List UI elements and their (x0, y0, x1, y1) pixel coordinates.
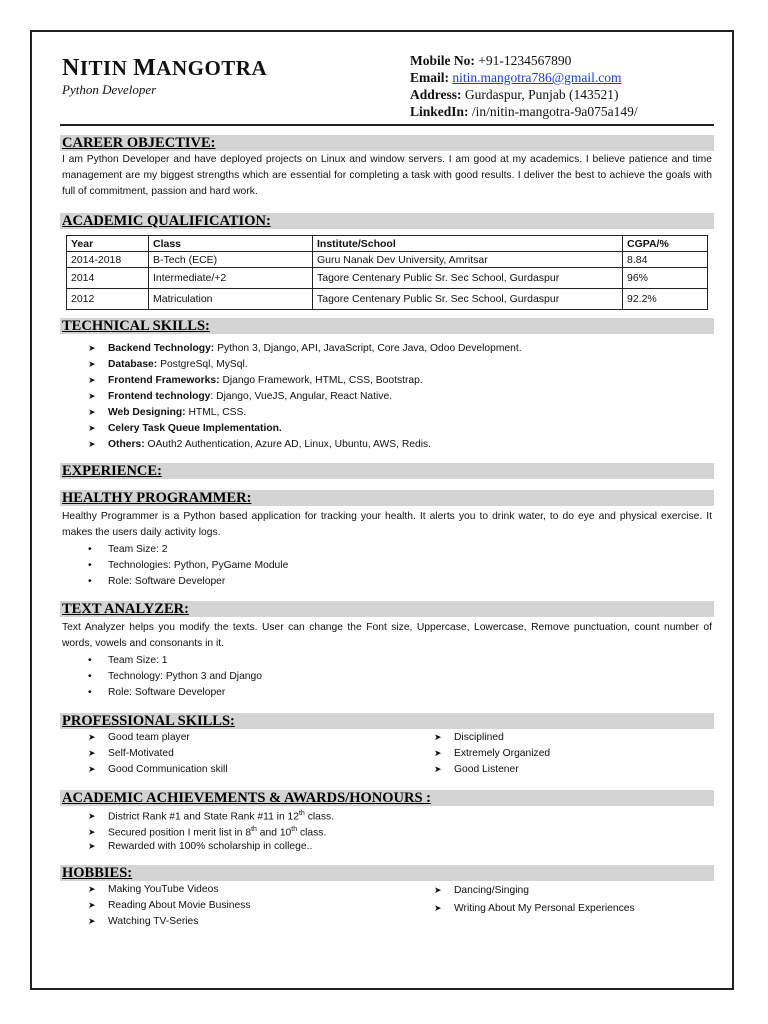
table-cell: 8.84 (623, 252, 708, 268)
table-cell: B-Tech (ECE) (149, 252, 313, 268)
candidate-name: NITIN MANGOTRA (62, 55, 268, 81)
academic-table (66, 235, 708, 310)
section-career-objective: CAREER OBJECTIVE: (60, 135, 714, 151)
arrowhead-bullet-icon: ➤ (434, 748, 442, 758)
list-item: ➤ Backend Technology: Python 3, Django, API, JavaScript, Core Java, Odoo Development. (88, 340, 522, 356)
section-academic-qualification: ACADEMIC QUALIFICATION: (60, 213, 714, 229)
contact-block (410, 52, 638, 120)
list-item: ➤ Disciplined (434, 729, 550, 745)
list-item: ➤ Frontend technology: Django, VueJS, Angular, React Native. (88, 388, 522, 404)
list-item: • Role: Software Developer (88, 574, 288, 590)
arrowhead-bullet-icon: ➤ (88, 764, 96, 774)
arrowhead-bullet-icon: ➤ (88, 884, 96, 894)
table-cell: 2014-2018 (67, 252, 149, 268)
list-item: • Technologies: Python, PyGame Module (88, 558, 288, 574)
hobbies-left (88, 881, 251, 929)
list-item: • Team Size: 2 (88, 542, 288, 558)
list-item: ➤ Good team player (88, 729, 228, 745)
arrowhead-bullet-icon: ➤ (434, 903, 442, 913)
arrowhead-bullet-icon: ➤ (88, 391, 96, 401)
project-details-list (88, 653, 262, 701)
list-item: ➤ Watching TV-Series (88, 913, 251, 929)
arrowhead-bullet-icon: ➤ (88, 748, 96, 758)
list-item: ➤ Database: PostgreSql, MySql. (88, 356, 522, 372)
list-item: ➤ Good Communication skill (88, 761, 228, 777)
arrowhead-bullet-icon: ➤ (434, 764, 442, 774)
table-header-cell: CGPA/% (623, 236, 708, 252)
list-item: ➤ Dancing/Singing (434, 882, 635, 900)
list-item: ➤ Writing About My Personal Experiences (434, 900, 635, 916)
table-cell: 2014 (67, 268, 149, 289)
table-cell: 92.2% (623, 289, 708, 310)
arrowhead-bullet-icon: ➤ (88, 827, 96, 838)
list-item: ➤ Self-Motivated (88, 745, 228, 761)
candidate-role: Python Developer (62, 82, 157, 97)
professional-skills-left (88, 729, 228, 777)
arrowhead-bullet-icon: ➤ (88, 407, 96, 417)
table-cell: Tagore Centenary Public Sr. Sec School, Gurdaspur (313, 289, 623, 310)
arrowhead-bullet-icon: ➤ (88, 343, 96, 353)
section-professional-skills: PROFESSIONAL SKILLS: (60, 713, 714, 729)
arrowhead-bullet-icon: ➤ (88, 841, 96, 851)
linkedin-line: LinkedIn: /in/nitin-mangotra-9a075a149/ (410, 104, 638, 119)
list-item: • Role: Software Developer (88, 685, 262, 701)
table-header-cell: Institute/School (313, 236, 623, 252)
career-objective-text: I am Python Developer and have deployed projects on Linux and window servers. I am good at my academics. I believe patience and time management are my biggest strengths which are essential for completing a task with good results. I deliver the best to achieve the goals with full of commitment, passion and hard work. (62, 154, 712, 197)
list-item: ➤ District Rank #1 and State Rank #11 in 12th class. (88, 810, 335, 823)
table-header-row (67, 236, 708, 252)
email-line: Email: nitin.mangotra786@gmail.com (410, 70, 622, 85)
arrowhead-bullet-icon: ➤ (434, 732, 442, 742)
list-item: ➤ Extremely Organized (434, 745, 550, 761)
list-item: ➤ Others: OAuth2 Authentication, Azure AD, Linux, Ubuntu, AWS, Redis. (88, 436, 522, 452)
email-link[interactable]: nitin.mangotra786@gmail.com (452, 70, 622, 85)
list-item: ➤ Celery Task Queue Implementation. (88, 420, 522, 436)
arrowhead-bullet-icon: ➤ (434, 885, 442, 895)
project-description: Healthy Programmer is a Python based application for tracking your health. It alerts you to drink water, to do eye and physical exercise. It makes the users daily activity logs. (62, 511, 712, 538)
technical-skills-list (88, 340, 522, 452)
table-cell: Tagore Centenary Public Sr. Sec School, Gurdaspur (313, 268, 623, 289)
table-cell: Guru Nanak Dev University, Amritsar (313, 252, 623, 268)
table-cell: Matriculation (149, 289, 313, 310)
arrowhead-bullet-icon: ➤ (88, 375, 96, 385)
table-cell: 2012 (67, 289, 149, 310)
address-line: Address: Gurdaspur, Punjab (143521) (410, 87, 619, 102)
dot-bullet-icon: • (88, 576, 92, 587)
table-header-cell: Year (67, 236, 149, 252)
section-project-text-analyzer: TEXT ANALYZER: (60, 601, 714, 617)
dot-bullet-icon: • (88, 671, 92, 682)
arrowhead-bullet-icon: ➤ (88, 900, 96, 910)
list-item: • Technology: Python 3 and Django (88, 669, 262, 685)
arrowhead-bullet-icon: ➤ (88, 916, 96, 926)
table-header-cell: Class (149, 236, 313, 252)
section-technical-skills: TECHNICAL SKILLS: (60, 318, 714, 334)
project-description: Text Analyzer helps you modify the texts. User can change the Font size, Uppercase, Lowercase, Remove punctuation, count number of words, vowels and consonants in it. (62, 622, 712, 649)
table-row (67, 252, 708, 268)
section-achievements: ACADEMIC ACHIEVEMENTS & AWARDS/HONOURS : (60, 790, 714, 806)
section-hobbies: HOBBIES: (60, 865, 714, 881)
arrowhead-bullet-icon: ➤ (88, 423, 96, 433)
arrowhead-bullet-icon: ➤ (88, 811, 96, 822)
list-item: • Team Size: 1 (88, 653, 262, 669)
section-experience: EXPERIENCE: (60, 463, 714, 479)
dot-bullet-icon: • (88, 687, 92, 698)
header-divider (60, 124, 714, 126)
arrowhead-bullet-icon: ➤ (88, 359, 96, 369)
list-item: ➤ Good Listener (434, 761, 550, 777)
list-item: ➤ Web Designing: HTML, CSS. (88, 404, 522, 420)
dot-bullet-icon: • (88, 560, 92, 571)
achievements-list (88, 806, 334, 854)
section-project-healthy-programmer: HEALTHY PROGRAMMER: (60, 490, 714, 506)
list-item: ➤ Frontend Frameworks: Django Framework, HTML, CSS, Bootstrap. (88, 372, 522, 388)
arrowhead-bullet-icon: ➤ (88, 732, 96, 742)
dot-bullet-icon: • (88, 544, 92, 555)
professional-skills-right (434, 729, 550, 777)
table-row (67, 289, 708, 310)
project-details-list (88, 542, 288, 590)
hobbies-right (434, 882, 635, 916)
dot-bullet-icon: • (88, 655, 92, 666)
table-cell: 96% (623, 268, 708, 289)
list-item: ➤ Reading About Movie Business (88, 897, 251, 913)
list-item: ➤ Rewarded with 100% scholarship in college.. (88, 838, 334, 854)
mobile-line: Mobile No: +91-1234567890 (410, 53, 572, 68)
list-item: ➤ Secured position I merit list in 8th and 10th class. (88, 826, 327, 839)
table-row (67, 268, 708, 289)
arrowhead-bullet-icon: ➤ (88, 439, 96, 449)
list-item: ➤ Making YouTube Videos (88, 881, 251, 897)
table-cell: Intermediate/+2 (149, 268, 313, 289)
